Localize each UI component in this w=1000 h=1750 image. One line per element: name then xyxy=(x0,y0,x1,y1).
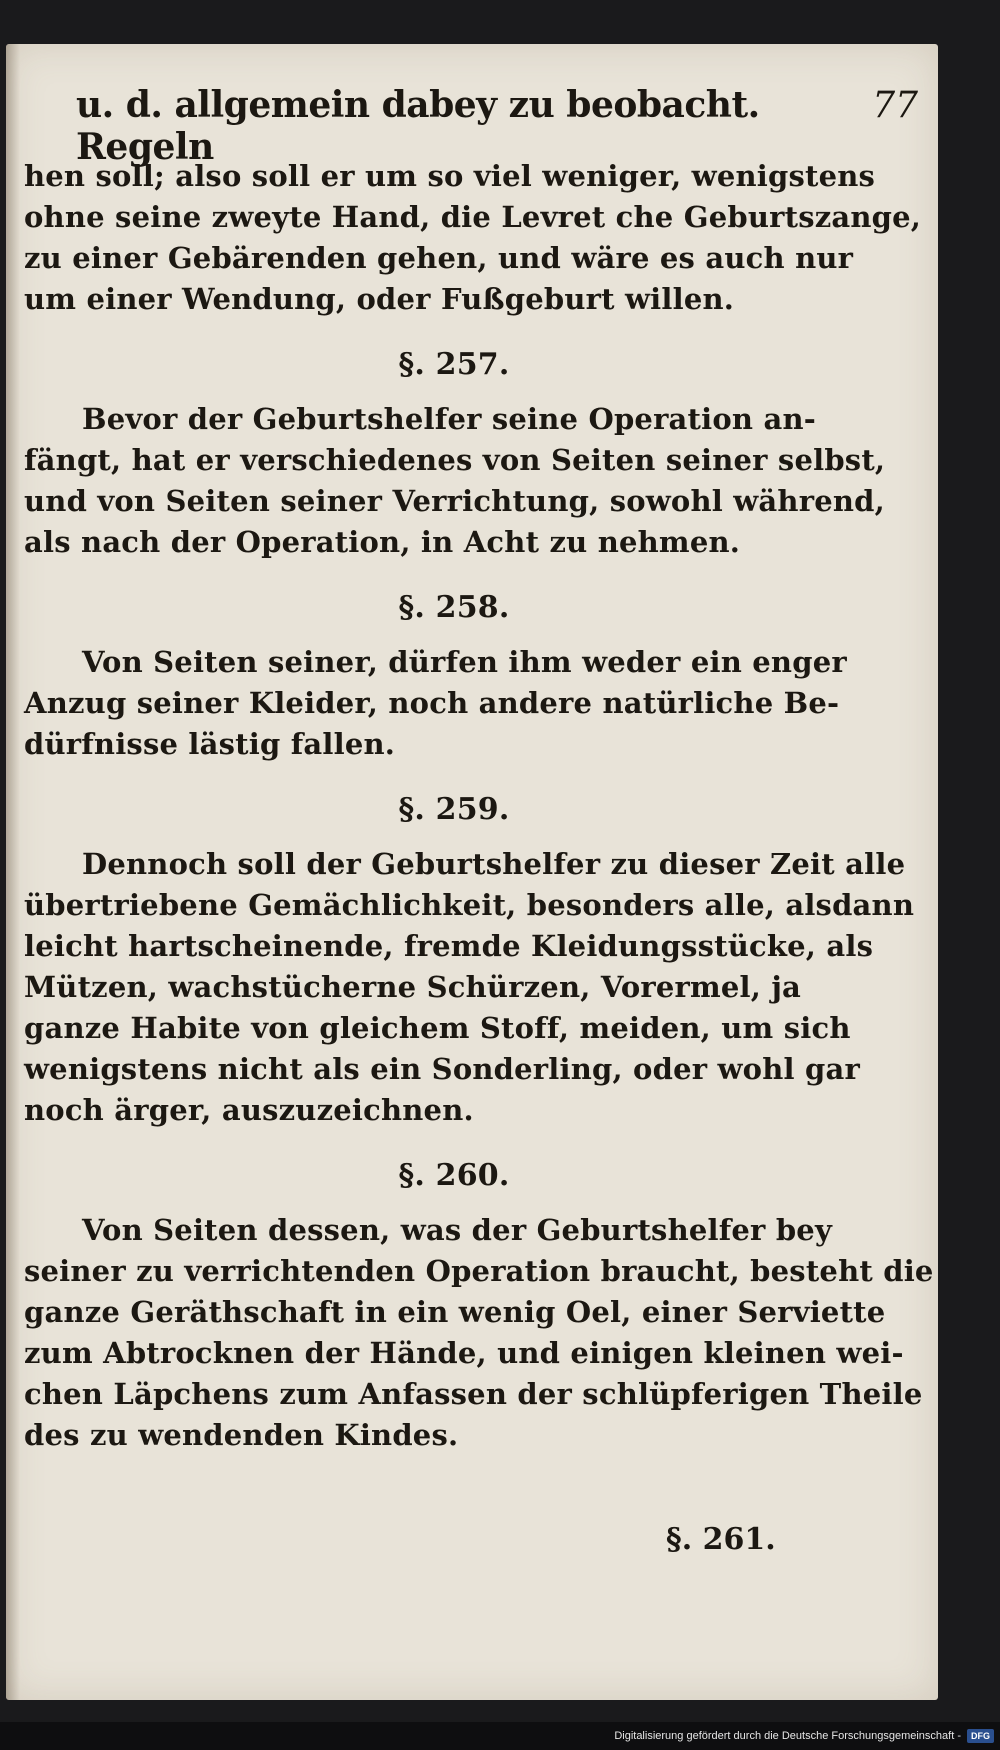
text-line: als nach der Operation, in Acht zu nehmen. xyxy=(24,525,741,559)
section-259 xyxy=(24,789,915,1131)
page-gutter-shadow xyxy=(6,44,20,1700)
book-page xyxy=(6,44,938,1700)
text-line: ganze Habite von gleichem Stoff, meiden, um sich xyxy=(24,1011,851,1045)
running-head: u. d. allgemein dabey zu beobacht. Regeln xyxy=(76,84,760,168)
section-260 xyxy=(24,1155,934,1456)
section-257 xyxy=(24,344,886,563)
text-line: Anzug seiner Kleider, noch andere natürliche Be- xyxy=(24,686,840,720)
text-line: übertriebene Gemächlichkeit, besonders alle, alsdann xyxy=(24,888,915,922)
text-line: dürfnisse lästig fallen. xyxy=(24,727,396,761)
text-line: Von Seiten seiner, dürfen ihm weder ein enger xyxy=(82,645,847,679)
text-line: seiner zu verrichtenden Operation braucht, besteht die xyxy=(24,1254,934,1288)
text-line: um einer Wendung, oder Fußgeburt willen. xyxy=(24,282,735,316)
page-body xyxy=(24,156,934,1456)
text-line: zum Abtrocknen der Hände, und einigen kleinen wei- xyxy=(24,1336,904,1370)
section-heading: §. 257. xyxy=(398,347,510,382)
intro-paragraph xyxy=(24,156,922,320)
text-line: Bevor der Geburtshelfer seine Operation an- xyxy=(82,402,816,436)
text-line: fängt, hat er verschiedenes von Seiten seiner selbst, xyxy=(24,443,886,477)
text-line: ohne seine zweyte Hand, die Levret che Geburtszange, xyxy=(24,200,922,234)
text-line: zu einer Gebärenden gehen, und wäre es auch nur xyxy=(24,241,854,275)
text-line: Dennoch soll der Geburtshelfer zu dieser Zeit alle xyxy=(82,847,906,881)
text-line: hen soll; also soll er um so viel weniger, wenigstens xyxy=(24,159,876,193)
text-line: chen Läpchens zum Anfassen der schlüpferigen Theile xyxy=(24,1377,923,1411)
page-number: 77 xyxy=(872,85,918,126)
section-heading: §. 258. xyxy=(398,590,510,625)
catchword: §. 261. xyxy=(666,1522,776,1557)
text-line: Von Seiten dessen, was der Geburtshelfer bey xyxy=(82,1213,832,1247)
text-line: noch ärger, auszuzeichnen. xyxy=(24,1093,474,1127)
text-line: und von Seiten seiner Verrichtung, sowohl während, xyxy=(24,484,885,518)
dfg-logo-badge: DFG xyxy=(967,1729,994,1743)
section-heading: §. 259. xyxy=(398,792,510,827)
section-heading: §. 260. xyxy=(398,1158,510,1193)
text-line: des zu wendenden Kindes. xyxy=(24,1418,459,1452)
text-line: Mützen, wachstücherne Schürzen, Vorermel, ja xyxy=(24,970,802,1004)
text-line: ganze Geräthschaft in ein wenig Oel, einer Serviette xyxy=(24,1295,886,1329)
footer-credit: Digitalisierung gefördert durch die Deutsche Forschungsgemeinschaft - xyxy=(614,1730,961,1742)
page-header xyxy=(76,84,918,168)
section-258 xyxy=(24,587,847,765)
text-line: wenigstens nicht als ein Sonderling, oder wohl gar xyxy=(24,1052,860,1086)
digitization-footer xyxy=(0,1722,1000,1750)
text-line: leicht hartscheinende, fremde Kleidungsstücke, als xyxy=(24,929,874,963)
